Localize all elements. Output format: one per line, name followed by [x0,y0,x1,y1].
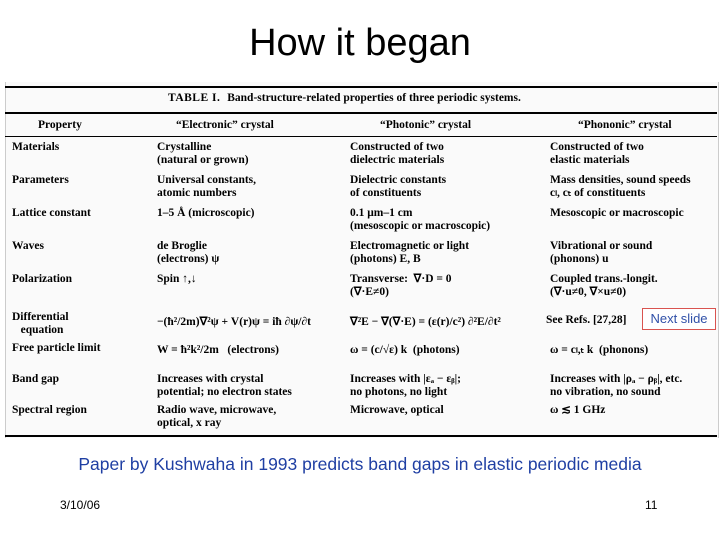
table-row-photonic: ∇²E − ∇(∇·E) = (ε(r)/c²) ∂²E/∂t² [350,316,501,328]
column-header-phononic: “Phononic” crystal [578,119,672,131]
table-bottom-rule [5,435,717,437]
table-row-electronic: de Broglie (electrons) ψ [157,240,220,265]
table-row-phononic: Coupled trans.-longit. (∇·u≠0, ∇×u≠0) [550,273,658,298]
table-row-photonic: Transverse: ∇·D = 0 (∇·E≠0) [350,273,452,298]
table-row-photonic: Dielectric constants of constituents [350,174,447,199]
table-title: Band-structure-related properties of three periodic systems. [227,92,521,104]
next-slide-link[interactable]: Next slide [642,308,716,330]
table-row-phononic: Constructed of two elastic materials [550,141,644,166]
table-row-photonic: 0.1 μm–1 cm (mesoscopic or macroscopic) [350,207,491,232]
footer-date: 3/10/06 [60,498,101,512]
table-row-photonic: Microwave, optical [350,404,444,416]
footer-page-number: 11 [645,498,658,512]
table-row-property: Materials [12,141,60,153]
table-row-property: Spectral region [12,404,87,416]
table-row-photonic: Constructed of two dielectric materials [350,141,445,166]
table-row-electronic: Crystalline (natural or grown) [157,141,249,166]
table-row-electronic: W = ħ²k²/2m (electrons) [157,344,279,356]
column-header-property: Property [38,119,82,131]
table-row-phononic: See Refs. [27,28] [546,314,627,326]
table-label: TABLE I. [168,92,221,104]
table-row-property: Waves [12,240,44,252]
table-row-electronic: Radio wave, microwave, optical, x ray [157,404,277,429]
table-row-phononic: Vibrational or sound (phonons) u [550,240,653,265]
table-header-bottom-rule [5,136,717,137]
slide-caption: Paper by Kushwaha in 1993 predicts band gaps in elastic periodic media [78,454,642,474]
table-row-electronic: 1–5 Å (microscopic) [157,207,255,219]
table-header-top-rule [5,112,717,114]
table-row-phononic: Mesoscopic or macroscopic [550,207,684,219]
table-row-electronic: Spin ↑,↓ [157,273,197,285]
table-row-photonic: Electromagnetic or light (photons) E, B [350,240,470,265]
table-row-property: Free particle limit [12,342,101,354]
table-row-property: Polarization [12,273,73,285]
table-row-electronic: Increases with crystal potential; no electron states [157,373,292,398]
table-row-phononic: ω = cₗ,ₜ k (phonons) [550,344,649,356]
table-row-phononic: Increases with |ρₐ − ρᵦ|, etc. no vibration, no sound [550,373,683,398]
table-row-property: Band gap [12,373,59,385]
table-row-property: Differential equation [12,311,69,336]
table-row-phononic: ω ≲ 1 GHz [550,404,606,416]
table-caption [168,92,521,104]
slide-title: How it began [249,22,471,64]
table-row-photonic: Increases with |εₐ − εᵦ|; no photons, no light [350,373,461,398]
table-row-electronic: −(ħ²/2m)∇²ψ + V(r)ψ = iħ ∂ψ/∂t [157,316,311,328]
table-row-electronic: Universal constants, atomic numbers [157,174,257,199]
table-top-rule [5,86,717,88]
table-row-phononic: Mass densities, sound speeds cₗ, cₜ of constituents [550,174,691,199]
table-row-property: Parameters [12,174,69,186]
table-row-property: Lattice constant [12,207,91,219]
column-header-electronic: “Electronic” crystal [176,119,274,131]
table-row-photonic: ω = (c/√ε) k (photons) [350,344,460,356]
column-header-photonic: “Photonic” crystal [380,119,472,131]
